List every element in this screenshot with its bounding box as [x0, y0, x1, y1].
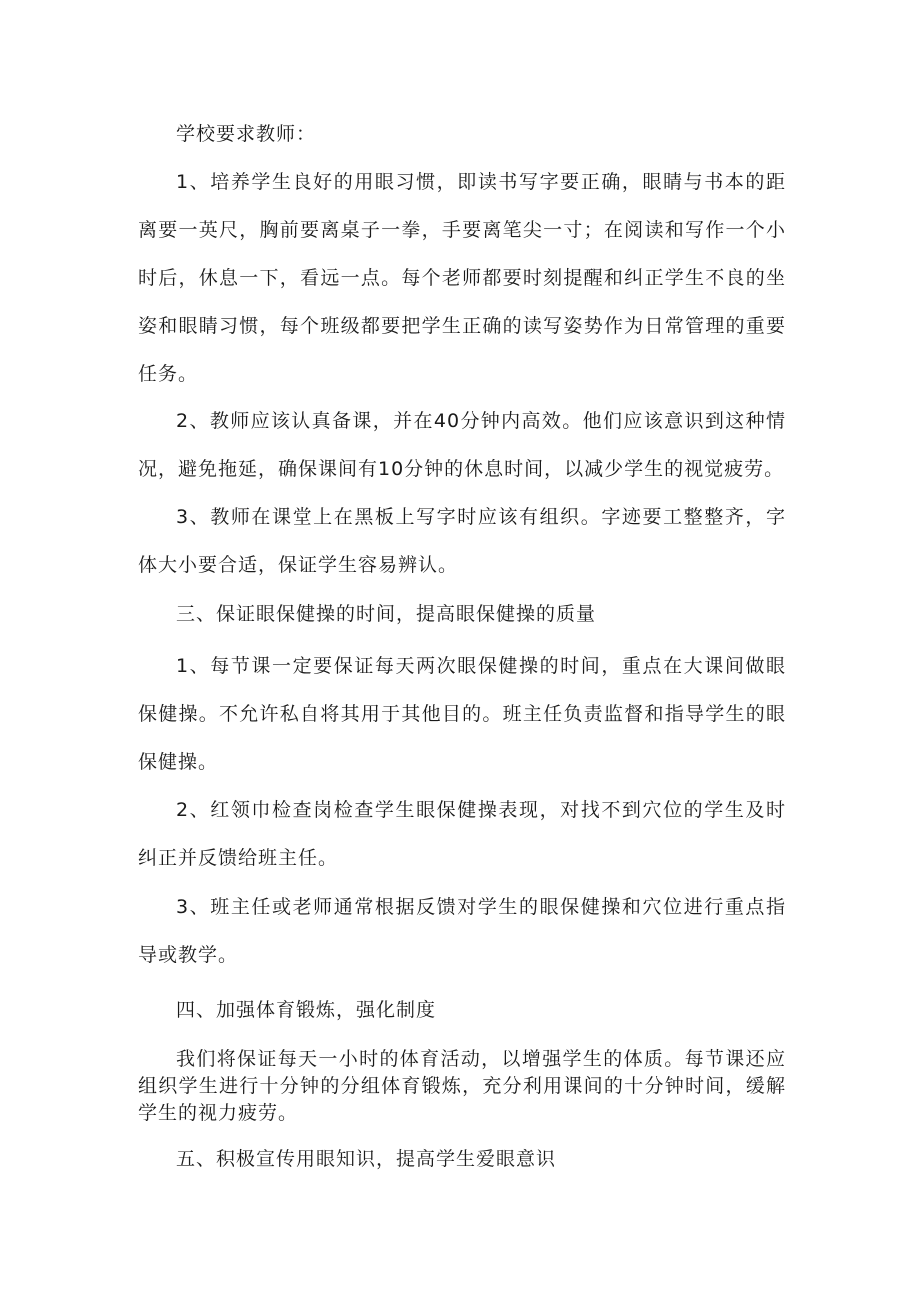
section-heading-eye-exercises: 三、保证眼保健操的时间，提高眼保健操的质量	[176, 603, 597, 625]
paragraph-red-scarf-check: 2、红领巾检查岗检查学生眼保健操表现，对找不到穴位的学生及时纠正并反馈给班主任。	[138, 799, 786, 869]
paragraph-teacher-guidance: 3、班主任或老师通常根据反馈对学生的眼保健操和穴位进行重点指导或教学。	[138, 896, 786, 966]
paragraph-lesson-preparation: 2、教师应该认真备课，并在40分钟内高效。他们应该意识到这种情况，避免拖延，确保课间有10分钟的休息时间，以减少学生的视觉疲劳。	[138, 410, 786, 480]
paragraph-blackboard-writing: 3、教师在课堂上在黑板上写字时应该有组织。字迹要工整整齐，字体大小要合适，保证学生容易辨认。	[138, 506, 786, 576]
paragraph-teacher-requirements-heading: 学校要求教师：	[176, 123, 317, 145]
paragraph-eye-habits: 1、培养学生良好的用眼习惯，即读书写字要正确，眼睛与书本的距离要一英尺，胸前要离桌子一拳，手要离笔尖一寸；在阅读和写作一个小时后，休息一下，看远一点。每个老师都要时刻提醒和纠正学生不良的坐姿和眼睛习惯，每个班级都要把学生正确的读写姿势作为日常管理的重要任务。	[138, 171, 786, 385]
paragraph-eye-exercise-time: 1、每节课一定要保证每天两次眼保健操的时间，重点在大课间做眼保健操。不允许私自将其用于其他目的。班主任负责监督和指导学生的眼保健操。	[138, 655, 786, 773]
paragraph-physical-activity: 我们将保证每天一小时的体育活动，以增强学生的体质。每节课还应组织学生进行十分钟的分组体育锻炼，充分利用课间的十分钟时间，缓解学生的视力疲劳。	[138, 1048, 786, 1124]
section-heading-physical-exercise: 四、加强体育锻炼，强化制度	[176, 999, 437, 1021]
section-heading-eye-knowledge: 五、积极宣传用眼知识，提高学生爱眼意识	[176, 1148, 557, 1170]
